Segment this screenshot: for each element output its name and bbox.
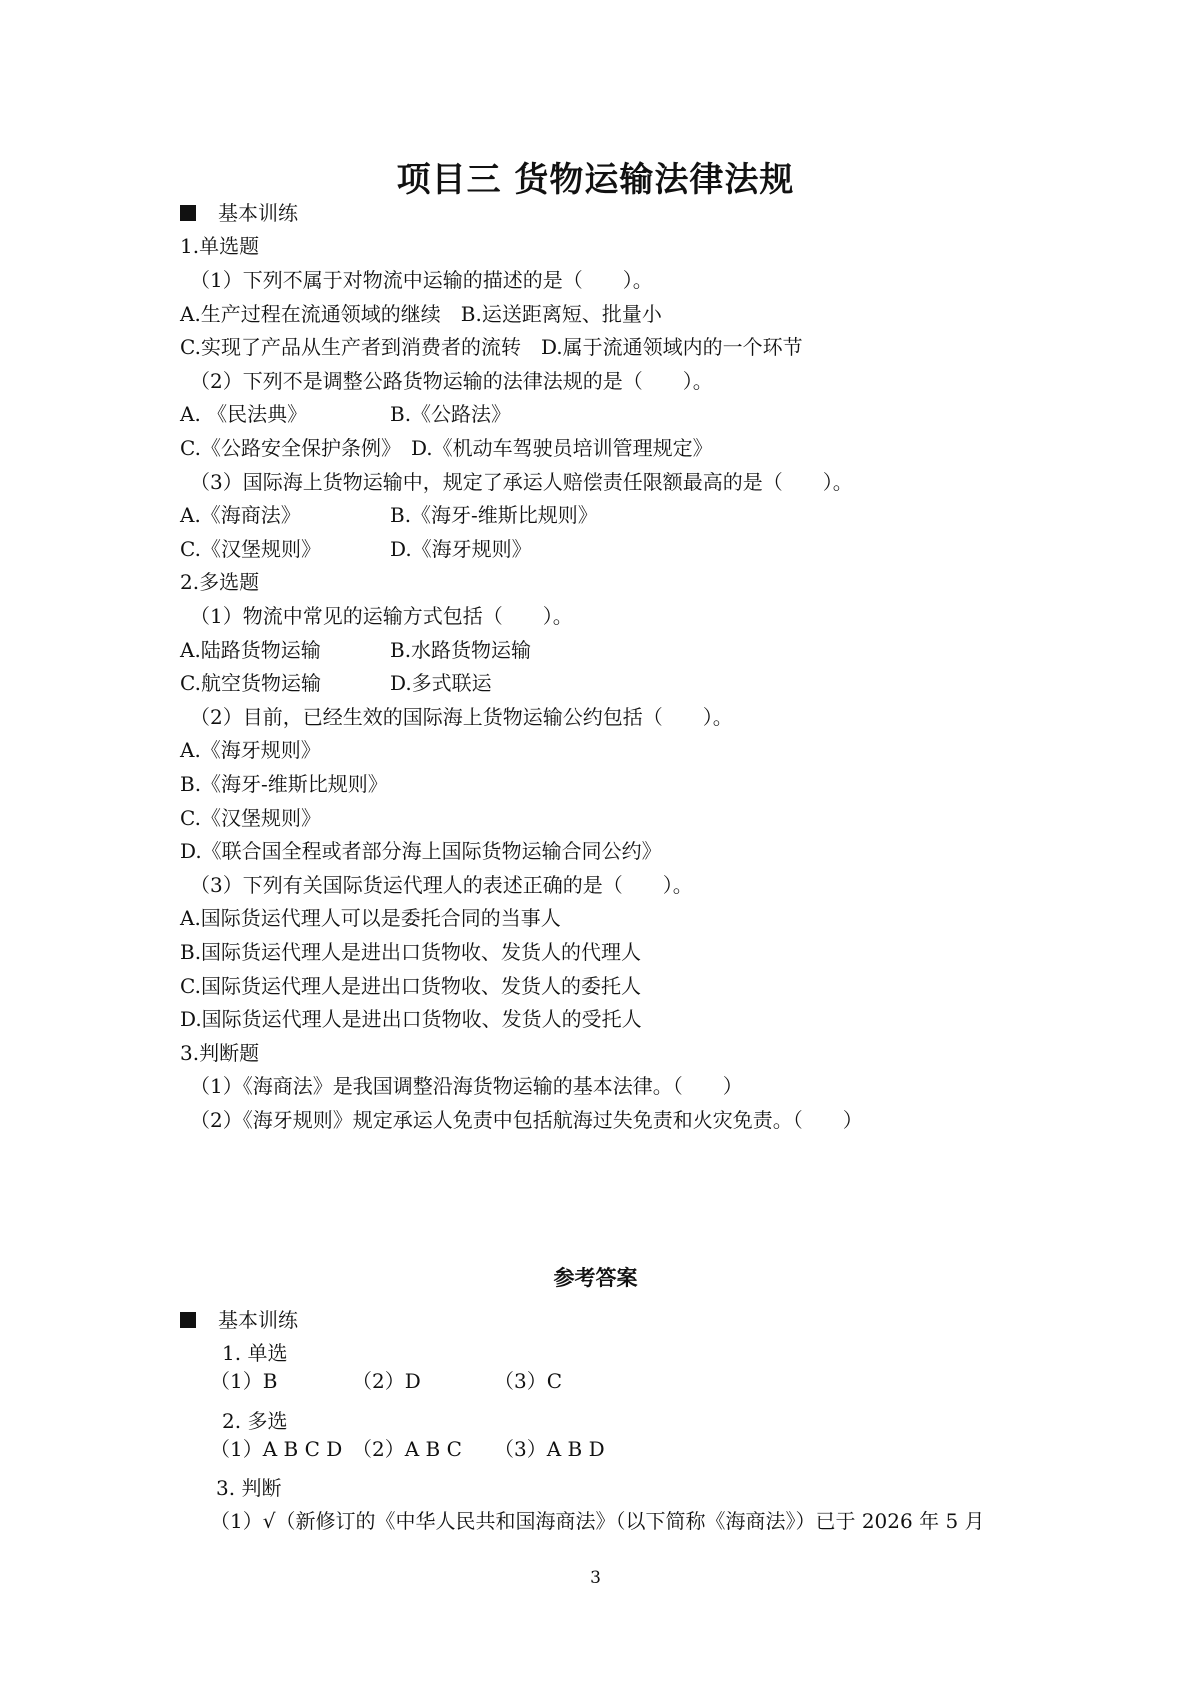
page-number: 3 [590, 1568, 601, 1588]
square-bullet-icon [180, 205, 196, 221]
q3-2-stem: （2）《海牙规则》规定承运人免责中包括航海过失免责和火灾免责。（ ） [190, 1108, 863, 1132]
answer-single-3: （3）C [494, 1369, 563, 1393]
page-title: 项目三 货物运输法律法规 [396, 160, 795, 200]
answer-judge-1: （1）√（新修订的《中华人民共和国海商法》（以下简称《海商法》）已于 2026 年 5 月 [210, 1509, 985, 1533]
answers-single-heading: 1. 单选 [222, 1341, 288, 1365]
q2-3-option-a: A.国际货运代理人可以是委托合同的当事人 [180, 906, 561, 930]
answers-multi-heading: 2. 多选 [222, 1409, 288, 1433]
answers-judge-heading: 3. 判断 [216, 1476, 282, 1500]
q3-1-stem: （1）《海商法》是我国调整沿海货物运输的基本法律。（ ） [190, 1074, 743, 1098]
q2-3-stem: （3）下列有关国际货运代理人的表述正确的是（ ）。 [190, 873, 693, 897]
section-heading: 基本训练 [180, 200, 298, 226]
q2-3-option-b: B.国际货运代理人是进出口货物收、发货人的代理人 [180, 940, 642, 964]
q2-3-option-d: D.国际货运代理人是进出口货物收、发货人的受托人 [180, 1007, 642, 1031]
answer-multi-2: （2）A B C [352, 1437, 462, 1461]
q2-3-option-c: C.国际货运代理人是进出口货物收、发货人的委托人 [180, 974, 641, 998]
q2-2-option-a: A.《海牙规则》 [180, 738, 321, 762]
q1-1-options-cd: C.实现了产品从生产者到消费者的流转 D.属于流通领域内的一个环节 [180, 335, 803, 359]
q1-2-stem: （2）下列不是调整公路货物运输的法律法规的是（ ）。 [190, 369, 713, 393]
q2-1-options-cd: C.航空货物运输 D.多式联运 [180, 671, 492, 695]
answer-single-2: （2）D [352, 1369, 421, 1393]
q2-2-option-d: D.《联合国全程或者部分海上国际货物运输合同公约》 [180, 839, 662, 863]
q1-1-options-ab: A.生产过程在流通领域的继续 B.运送距离短、批量小 [180, 302, 662, 326]
q1-3-stem: （3）国际海上货物运输中，规定了承运人赔偿责任限额最高的是（ ）。 [190, 470, 853, 494]
q2-1-options-ab: A.陆路货物运输 B.水路货物运输 [180, 638, 532, 662]
q1-heading: 1.单选题 [180, 234, 260, 258]
q2-2-option-b: B.《海牙-维斯比规则》 [180, 772, 388, 796]
q3-heading: 3.判断题 [180, 1041, 260, 1065]
q1-2-options-cd: C.《公路安全保护条例》 D.《机动车驾驶员培训管理规定》 [180, 436, 713, 460]
answer-multi-1: （1）A B C D [210, 1437, 343, 1461]
answers-section-heading: 基本训练 [180, 1307, 298, 1333]
answer-single-1: （1）B [210, 1369, 278, 1393]
answers-title: 参考答案 [553, 1266, 638, 1290]
q2-2-stem: （2）目前，已经生效的国际海上货物运输公约包括（ ）。 [190, 705, 733, 729]
q2-2-option-c: C.《汉堡规则》 [180, 806, 321, 830]
square-bullet-icon [180, 1312, 196, 1328]
q1-3-options-ab: A.《海商法》 B.《海牙-维斯比规则》 [180, 503, 598, 527]
answer-multi-3: （3）A B D [494, 1437, 605, 1461]
q2-heading: 2.多选题 [180, 570, 260, 594]
q1-1-stem: （1）下列不属于对物流中运输的描述的是（ ）。 [190, 268, 653, 292]
q1-2-options-ab: A. 《民法典》 B.《公路法》 [180, 402, 512, 426]
q1-3-options-cd: C.《汉堡规则》 D.《海牙规则》 [180, 537, 532, 561]
q2-1-stem: （1）物流中常见的运输方式包括（ ）。 [190, 604, 573, 628]
